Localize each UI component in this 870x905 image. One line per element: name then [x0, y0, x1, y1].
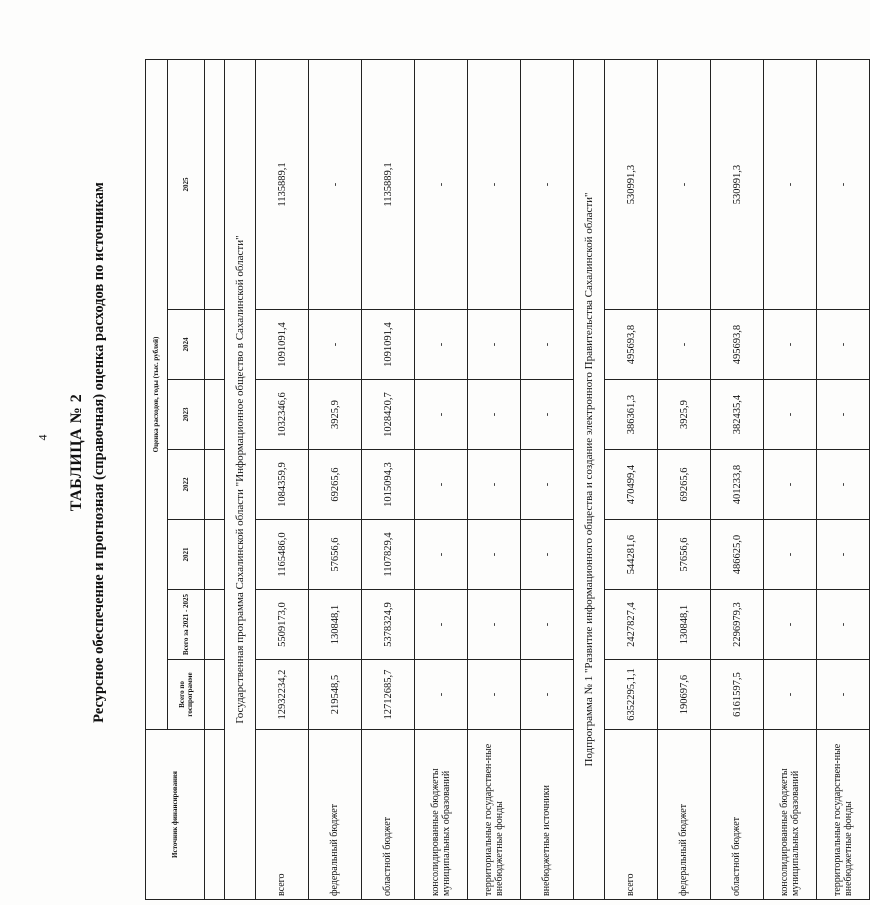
- value-cell: -: [415, 590, 468, 660]
- value-cell: 6161597,5: [711, 660, 764, 730]
- value-cell: 1032346,6: [256, 380, 309, 450]
- page-number: 4: [35, 434, 50, 441]
- value-cell: -: [309, 60, 362, 310]
- value-cell: 12712685,7: [362, 660, 415, 730]
- table-row: [309, 60, 362, 900]
- value-cell: -: [521, 520, 574, 590]
- header-row-group: [146, 60, 168, 900]
- value-cell: -: [817, 590, 870, 660]
- table-row: [764, 60, 817, 900]
- value-cell: 12932234,2: [256, 660, 309, 730]
- table-row: [817, 60, 870, 900]
- table-row: [711, 60, 764, 900]
- value-cell: -: [521, 590, 574, 660]
- value-cell: -: [817, 450, 870, 520]
- value-cell: -: [764, 520, 817, 590]
- value-cell: -: [521, 450, 574, 520]
- value-cell: -: [468, 520, 521, 590]
- source-cell: федеральный бюджет: [658, 730, 711, 900]
- value-cell: -: [764, 380, 817, 450]
- value-cell: -: [415, 660, 468, 730]
- header-group: Оценка расходов, годы (тыс. рублей): [146, 60, 168, 730]
- value-cell: 2296979,3: [711, 590, 764, 660]
- source-cell: территориальные государствен-ные внебюджетные фонды: [468, 730, 521, 900]
- value-cell: -: [468, 450, 521, 520]
- value-cell: 544281,6: [605, 520, 658, 590]
- value-cell: -: [521, 310, 574, 380]
- table-row: [658, 60, 711, 900]
- table-row: [468, 60, 521, 900]
- value-cell: -: [764, 590, 817, 660]
- source-cell: областной бюджет: [362, 730, 415, 900]
- source-cell: консолидированные бюджеты муниципальных образований: [764, 730, 817, 900]
- source-cell: территориальные государствен-ные внебюджетные фонды: [817, 730, 870, 900]
- value-cell: -: [764, 310, 817, 380]
- header-col-2022: 2022: [168, 450, 205, 520]
- section-title: Подпрограмма № 1 "Развитие информационного общества и создание электронного Правительства Сахалинской области": [574, 60, 605, 900]
- value-cell: -: [415, 520, 468, 590]
- value-cell: 1135889,1: [256, 60, 309, 310]
- value-cell: 1091091,4: [256, 310, 309, 380]
- table-row: [521, 60, 574, 900]
- value-cell: -: [817, 660, 870, 730]
- value-cell: -: [415, 380, 468, 450]
- header-col-total-program: Всего по госпрограмме: [168, 660, 205, 730]
- value-cell: -: [468, 380, 521, 450]
- value-cell: -: [521, 660, 574, 730]
- value-cell: 495693,8: [711, 310, 764, 380]
- value-cell: -: [468, 590, 521, 660]
- value-cell: -: [468, 310, 521, 380]
- section-row: [225, 60, 256, 900]
- value-cell: -: [521, 60, 574, 310]
- value-cell: 5378324,9: [362, 590, 415, 660]
- table-row: [362, 60, 415, 900]
- table-row: [605, 60, 658, 900]
- value-cell: 1084359,9: [256, 450, 309, 520]
- header-source: Источник финансирования: [146, 730, 205, 900]
- value-cell: -: [309, 310, 362, 380]
- value-cell: -: [415, 310, 468, 380]
- value-cell: 57656,6: [309, 520, 362, 590]
- value-cell: -: [415, 450, 468, 520]
- table-row: [256, 60, 309, 900]
- table-body: [225, 60, 870, 900]
- value-cell: 130848,1: [658, 590, 711, 660]
- value-cell: -: [658, 310, 711, 380]
- value-cell: 1091091,4: [362, 310, 415, 380]
- value-cell: -: [817, 520, 870, 590]
- header-col-2023: 2023: [168, 380, 205, 450]
- value-cell: 3925,9: [658, 380, 711, 450]
- value-cell: 190697,6: [658, 660, 711, 730]
- value-cell: 486625,0: [711, 520, 764, 590]
- value-cell: 495693,8: [605, 310, 658, 380]
- value-cell: 530991,3: [711, 60, 764, 310]
- value-cell: 530991,3: [605, 60, 658, 310]
- section-row: [574, 60, 605, 900]
- value-cell: 470499,4: [605, 450, 658, 520]
- header-col-2025: 2025: [168, 60, 205, 310]
- table-label: ТАБЛИЦА № 2: [68, 393, 85, 512]
- source-cell: всего: [605, 730, 658, 900]
- source-cell: консолидированные бюджеты муниципальных образований: [415, 730, 468, 900]
- value-cell: 401233,8: [711, 450, 764, 520]
- value-cell: -: [817, 380, 870, 450]
- header-col-total-period: Всего за 2021 - 2025: [168, 590, 205, 660]
- value-cell: 219548,5: [309, 660, 362, 730]
- value-cell: 1015094,3: [362, 450, 415, 520]
- value-cell: 382435,4: [711, 380, 764, 450]
- value-cell: 6352295,1,1: [605, 660, 658, 730]
- value-cell: 3925,9: [309, 380, 362, 450]
- value-cell: 130848,1: [309, 590, 362, 660]
- table-row: [415, 60, 468, 900]
- value-cell: -: [817, 310, 870, 380]
- value-cell: -: [415, 60, 468, 310]
- value-cell: -: [658, 60, 711, 310]
- header-col-2024: 2024: [168, 310, 205, 380]
- value-cell: -: [764, 60, 817, 310]
- value-cell: 69265,6: [309, 450, 362, 520]
- source-cell: областной бюджет: [711, 730, 764, 900]
- value-cell: 1107829,4: [362, 520, 415, 590]
- value-cell: -: [817, 60, 870, 310]
- value-cell: 69265,6: [658, 450, 711, 520]
- value-cell: -: [764, 660, 817, 730]
- value-cell: 57656,6: [658, 520, 711, 590]
- value-cell: 5509173,0: [256, 590, 309, 660]
- value-cell: 386361,3: [605, 380, 658, 450]
- value-cell: -: [468, 660, 521, 730]
- value-cell: -: [764, 450, 817, 520]
- page-title: Ресурсное обеспечение и прогнозная (справочная) оценка расходов по источникам: [91, 182, 107, 723]
- section-title: Государственная программа Сахалинской области "Информационное общество в Сахалинской области": [225, 60, 256, 900]
- source-cell: федеральный бюджет: [309, 730, 362, 900]
- header-row-blank: [205, 60, 225, 900]
- funding-table: [145, 59, 870, 900]
- source-cell: внебюджетные источники: [521, 730, 574, 900]
- value-cell: 1028420,7: [362, 380, 415, 450]
- value-cell: -: [468, 60, 521, 310]
- source-cell: всего: [256, 730, 309, 900]
- value-cell: 1165486,0: [256, 520, 309, 590]
- value-cell: -: [521, 380, 574, 450]
- value-cell: 2427827,4: [605, 590, 658, 660]
- header-col-2021: 2021: [168, 520, 205, 590]
- value-cell: 1135889,1: [362, 60, 415, 310]
